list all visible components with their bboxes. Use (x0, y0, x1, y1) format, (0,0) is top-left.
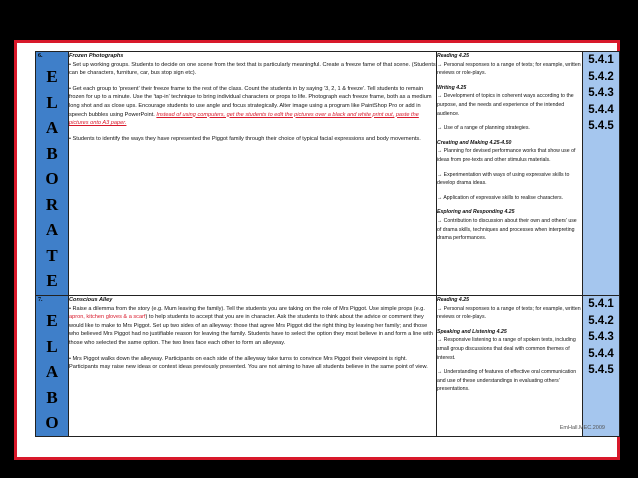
standard-code: 5.4.2 (588, 314, 614, 327)
outcome-item: → Application of expressive skills to realise characters. (437, 194, 563, 201)
outcome-heading: Reading 4.25 (437, 53, 470, 59)
author-credit: EmHall.MEC.2009 (559, 425, 605, 431)
standard-code: 5.4.2 (588, 70, 614, 83)
stage-letter: O (45, 169, 59, 188)
standard-code: 5.4.3 (588, 87, 614, 100)
outcome-item: → Personal responses to a range of texts; for example, written reviews or role-plays. (437, 305, 581, 321)
teacher-note: Instead of using computers, get the students to edit the pictures over a black and white print out, paste the pictures onto A3 paper. (69, 111, 419, 127)
stage-letters (36, 308, 68, 436)
standard-code: 5.4.5 (588, 120, 614, 133)
outcome-item: → Experimentation with ways of using expressive skills to develop drama ideas. (437, 171, 570, 187)
standard-code: 5.4.3 (588, 331, 614, 344)
lesson-plan-table (35, 51, 620, 437)
stage-letter: A (45, 362, 59, 381)
stage-letter: B (46, 143, 58, 163)
activity-paragraph: • Mrs Piggot walks down the alleyway. Participants on each side of the alleyway take turns to convince Mrs Piggot their viewpoint is right. Participants may raise new ideas or contest ideas previously presented. You are not aiming to have all students believe in the same point of view. (69, 355, 428, 371)
stage-letter: E (46, 271, 58, 290)
activity-paragraph: • Students to identify the ways they have represented the Piggot family through their choice of typical facial expressions and body movements. (69, 135, 421, 142)
outcome-heading: Creating and Making 4.25-4.50 (437, 139, 512, 146)
stage-column (36, 296, 69, 437)
table-row (36, 52, 620, 296)
stage-letter: E (46, 311, 58, 330)
stage-letter: O (45, 413, 59, 432)
row-number: 7. (38, 297, 43, 303)
standard-code: 5.4.1 (588, 54, 614, 66)
standard-code: 5.4.5 (588, 364, 614, 377)
standard-code: 5.4.4 (588, 103, 614, 116)
activity-text: ) to help students to accept that you are in character. Ask the students to think about the advice or comment they would like to make to Mrs Piggot. Set up two sides of an alleyway: those that agree Mrs Piggot did the right thing by leaving her family; and those who believed Mrs Piggot had no justifiable reason for leaving the family. Students have to select the option they most believe in and form a line with those who selected the same option. The two lines face each other to form an alleyway. (69, 314, 434, 346)
stage-letter: A (45, 118, 59, 137)
outcome-heading: Exploring and Responding 4.25 (437, 209, 515, 216)
slide-frame (14, 40, 620, 460)
stage-letters (36, 64, 68, 294)
outcome-heading: Reading 4.25 (437, 297, 470, 303)
activity-cell (69, 52, 437, 296)
standard-code: 5.4.4 (588, 347, 614, 360)
activity-paragraph (69, 85, 436, 128)
activity-text: • Raise a dilemma from the story (e.g. Mum leaving the family). Tell the students you are taking on the role of Mrs Piggot. Use simple props (e.g. (69, 305, 425, 312)
outcome-item: → Contribution to discussion about their own and others' use of drama skills, techniques and processes when interpreting drama performances. (437, 217, 577, 242)
activity-cell (69, 296, 437, 437)
stage-letter: T (46, 245, 58, 265)
stage-letter: E (46, 67, 58, 86)
stage-column (36, 52, 69, 296)
activity-text: • Get each group to 'present' their freeze frame to the rest of the class. Count the students in by saying '3, 2, 1 & freeze'. Tell students to remain frozen for up to a minute. Use the 'tap-in' technique to bring individual characters or props to life. Photograph each freeze frame, both as a medium long shot and as close ups. Encourage students to use angle and focus strategically. Alter image using a program like PaintShop Pro or add in speech bubbles using PowerPoint. (69, 85, 432, 118)
activity-paragraph: • Set up working groups. Students to decide on one scene from the text that is particularly meaningful. Create a freeze fame of that scene. (Students can be characters, furniture, car, bus stop sign etc). (69, 61, 436, 77)
stage-letter: B (46, 387, 58, 407)
stage-letter: R (45, 194, 59, 214)
outcomes-cell (437, 52, 583, 296)
standards-codes-cell (583, 296, 620, 437)
outcome-item: → Development of topics in coherent ways according to the purpose, and the needs and experience of the intended audience. (437, 93, 574, 117)
outcome-item: → Personal responses to a range of texts; for example, written reviews or role-plays. (437, 61, 581, 77)
outcome-heading: Speaking and Listening 4.25 (437, 328, 507, 335)
standards-codes-cell (583, 52, 620, 296)
table-row (36, 296, 620, 437)
stage-letter: L (46, 92, 58, 112)
outcomes-cell (437, 296, 583, 437)
stage-letter: A (45, 220, 59, 239)
row-number: 6. (38, 53, 43, 59)
activity-title: Conscious Alley (69, 297, 113, 303)
props-note: apron, kitchen gloves & a scarf (69, 314, 146, 321)
outcome-item: → Planning for devised performance works that show use of ideas from pre-texts and other stimulus materials. (437, 148, 576, 163)
outcome-item: → Responsive listening to a range of spoken texts, including small group discussions that deal with common themes of interest. (437, 337, 576, 361)
activity-title: Frozen Photographs (69, 53, 124, 59)
activity-paragraph (69, 305, 436, 348)
outcome-item: → Use of a range of planning strategies. (437, 125, 530, 132)
outcome-item: → Understanding of features of effective oral communication and use of these understandings in evaluating others' presentations. (437, 369, 577, 393)
stage-letter: L (46, 336, 58, 356)
outcome-heading: Writing 4.25 (437, 84, 467, 91)
standard-code: 5.4.1 (588, 298, 614, 310)
